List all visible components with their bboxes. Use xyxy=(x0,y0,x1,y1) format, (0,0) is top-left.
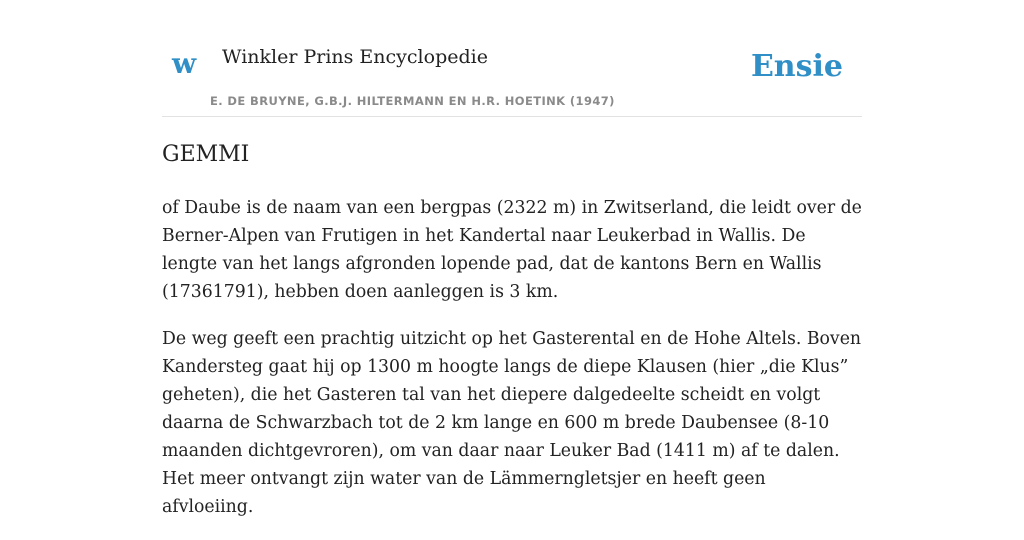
article-paragraph-2: De weg geeft een prachtig uitzicht op het Gasterental en de Hohe Altels. Boven Kandersteg gaat hij op 1300 m hoogte langs de diepe Klausen (hier „die Klus” geheten), die het Gasteren tal van het diepere dalgedeelte scheidt en volgt daarna de Schwarzbach tot de 2 km lange en 600 m brede Daubensee (8-10 maanden dichtgevroren), om van daar naar Leuker Bad (1411 m) af te dalen. Het meer ontvangt zijn water van de Lämmerngletsjer en heeft geen afvloeiing. xyxy=(162,329,862,517)
publication-title[interactable]: Winkler Prins Encyclopedie xyxy=(222,46,488,68)
article-headword: GEMMI xyxy=(162,142,250,167)
encyclopedia-logo-w[interactable]: w xyxy=(172,47,197,80)
ensie-logo-link[interactable]: Ensie xyxy=(750,49,843,84)
page-header xyxy=(162,0,862,117)
article-paragraph-1: of Daube is de naam van een bergpas (2322 m) in Zwitserland, die leidt over de Berner-Alpen van Frutigen in het Kandertal naar Leukerbad in Wallis. De lengte van het langs afgronden lopende pad, dat de kantons Bern en Wallis (17361791), hebben doen aanleggen is 3 km. xyxy=(162,198,862,302)
publication-authors: E. DE BRUYNE, G.B.J. HILTERMANN EN H.R. HOETINK (1947) xyxy=(210,94,615,108)
article-body xyxy=(162,138,862,540)
